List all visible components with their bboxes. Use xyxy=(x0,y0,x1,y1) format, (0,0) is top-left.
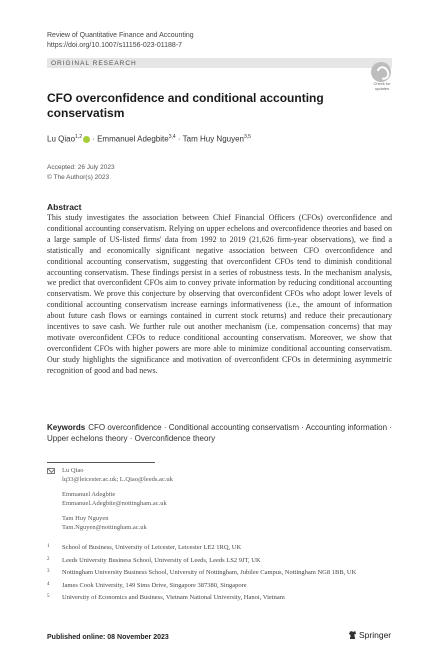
check-for-updates-badge[interactable] xyxy=(370,62,393,90)
mail-icon xyxy=(47,468,55,474)
journal-name: Review of Quantitative Finance and Accounting xyxy=(47,32,194,39)
contact-name: Lu Qiao xyxy=(62,467,84,474)
title-line: CFO overconfidence and conditional accounting xyxy=(47,91,324,105)
keywords-label: Keywords xyxy=(47,423,86,432)
author-list xyxy=(47,134,251,144)
footnote-divider xyxy=(47,462,155,463)
copyright-notice: © The Author(s) 2023 xyxy=(47,174,110,181)
contact-entry xyxy=(62,467,173,484)
check-for-updates-label: Check for updates xyxy=(373,81,391,91)
check-for-updates-icon xyxy=(371,62,391,82)
corresponding-contacts xyxy=(47,467,247,543)
keywords-text: CFO overconfidence · Conditional accounting conservatism · Accounting information · Upper echelons theory · Overconfidence theory xyxy=(47,423,392,443)
contact-entry xyxy=(62,515,147,532)
abstract-heading: Abstract xyxy=(47,202,82,212)
affiliation-item: 2 Leeds University Business School, University of Leeds, Leeds LS2 9JT, UK xyxy=(47,556,261,564)
orcid-icon[interactable] xyxy=(83,136,90,143)
contact-entry xyxy=(62,491,167,508)
author-name[interactable]: Tam Huy Nguyen xyxy=(182,134,244,144)
author-name[interactable]: Emmanuel Adegbite xyxy=(97,134,169,144)
accepted-date: Accepted: 26 July 2023 xyxy=(47,164,115,171)
paper-title xyxy=(47,91,347,120)
publisher-logo xyxy=(348,630,391,640)
affiliation-item: 1 School of Business, University of Leicester, Leicester LE2 1RQ, UK xyxy=(47,544,242,551)
author-affil-ref: 1,2 xyxy=(75,134,82,140)
author-affil-ref: 3,4 xyxy=(168,134,176,140)
author-separator: · xyxy=(175,134,183,144)
abstract-text: This study investigates the association between Chief Financial Officers (CFOs) overconfidence and conditional accounting conservatism. Relying on upper echelons and overconfidence theories and based on a large sample of US-listed firms' data from 1992 to 2019 (21,626 firm-year observations), we find a statistically and economically significant negative association between CFO overconfidence and conditional accounting conservatism, suggesting that overconfident CFOs tend to diminish conditional accounting conservatism. These findings persist in a series of robustness tests. In the mechanism analysis, we predict that overconfident CFOs aim to convey private information by reducing conditional accounting conservatism. We prove this conjecture by observing that overconfident CFOs who adopt lower levels of conditional accounting conservatism increase earnings informativeness (i.e., the amount of information about future cash flows or earnings contained in current stock returns) and reduce their precautionary incentives to save cash. We further rule out another mechanism (i.e. compensation concerns) that may motivate overconfident CFOs to reduce conditional accounting conservatism. Moreover, we show that overconfident CFOs with higher powers are more able to minimize conditional accounting conservatism. Our study highlights the significance and motivation of overconfident CFOs in determining asymmetric recognition of good and bad news. xyxy=(47,213,392,375)
springer-horse-icon xyxy=(348,630,357,640)
publisher-name: Springer xyxy=(359,630,392,640)
section-label: ORIGINAL RESEARCH xyxy=(51,60,137,67)
title-line: conservatism xyxy=(47,105,125,120)
affiliation-item: 3 Nottingham University Business School, University of Nottingham, Jubilee Campus, Nottingham NG8 1BB, UK xyxy=(47,569,357,577)
author-separator: · xyxy=(89,134,98,144)
doi-link[interactable]: https://doi.org/10.1007/s11156-023-01188-7 xyxy=(47,42,183,49)
contact-name: Emmanuel Adegbite xyxy=(62,491,116,498)
affiliations xyxy=(47,544,387,607)
contact-email[interactable]: Tam.Nguyen@nottingham.ac.uk xyxy=(62,523,147,531)
contact-email[interactable]: lq33@leicester.ac.uk; L.Qiao@leeds.ac.uk xyxy=(62,475,173,483)
keywords xyxy=(47,423,392,445)
contact-email[interactable]: Emmanuel.Adegbite@nottingham.ac.uk xyxy=(62,499,167,507)
affiliation-item: 4 James Cook University, 149 Sims Drive, Singapore 387380, Singapore xyxy=(47,581,247,589)
contact-name: Tam Huy Nguyen xyxy=(62,515,109,522)
published-date: Published online: 08 November 2023 xyxy=(47,634,169,641)
author-name[interactable]: Lu Qiao xyxy=(47,134,76,144)
affiliation-item: 5 University of Economics and Business, Vietnam National University, Hanoi, Vietnam xyxy=(47,594,285,602)
author-affil-ref: 3,5 xyxy=(243,134,251,140)
